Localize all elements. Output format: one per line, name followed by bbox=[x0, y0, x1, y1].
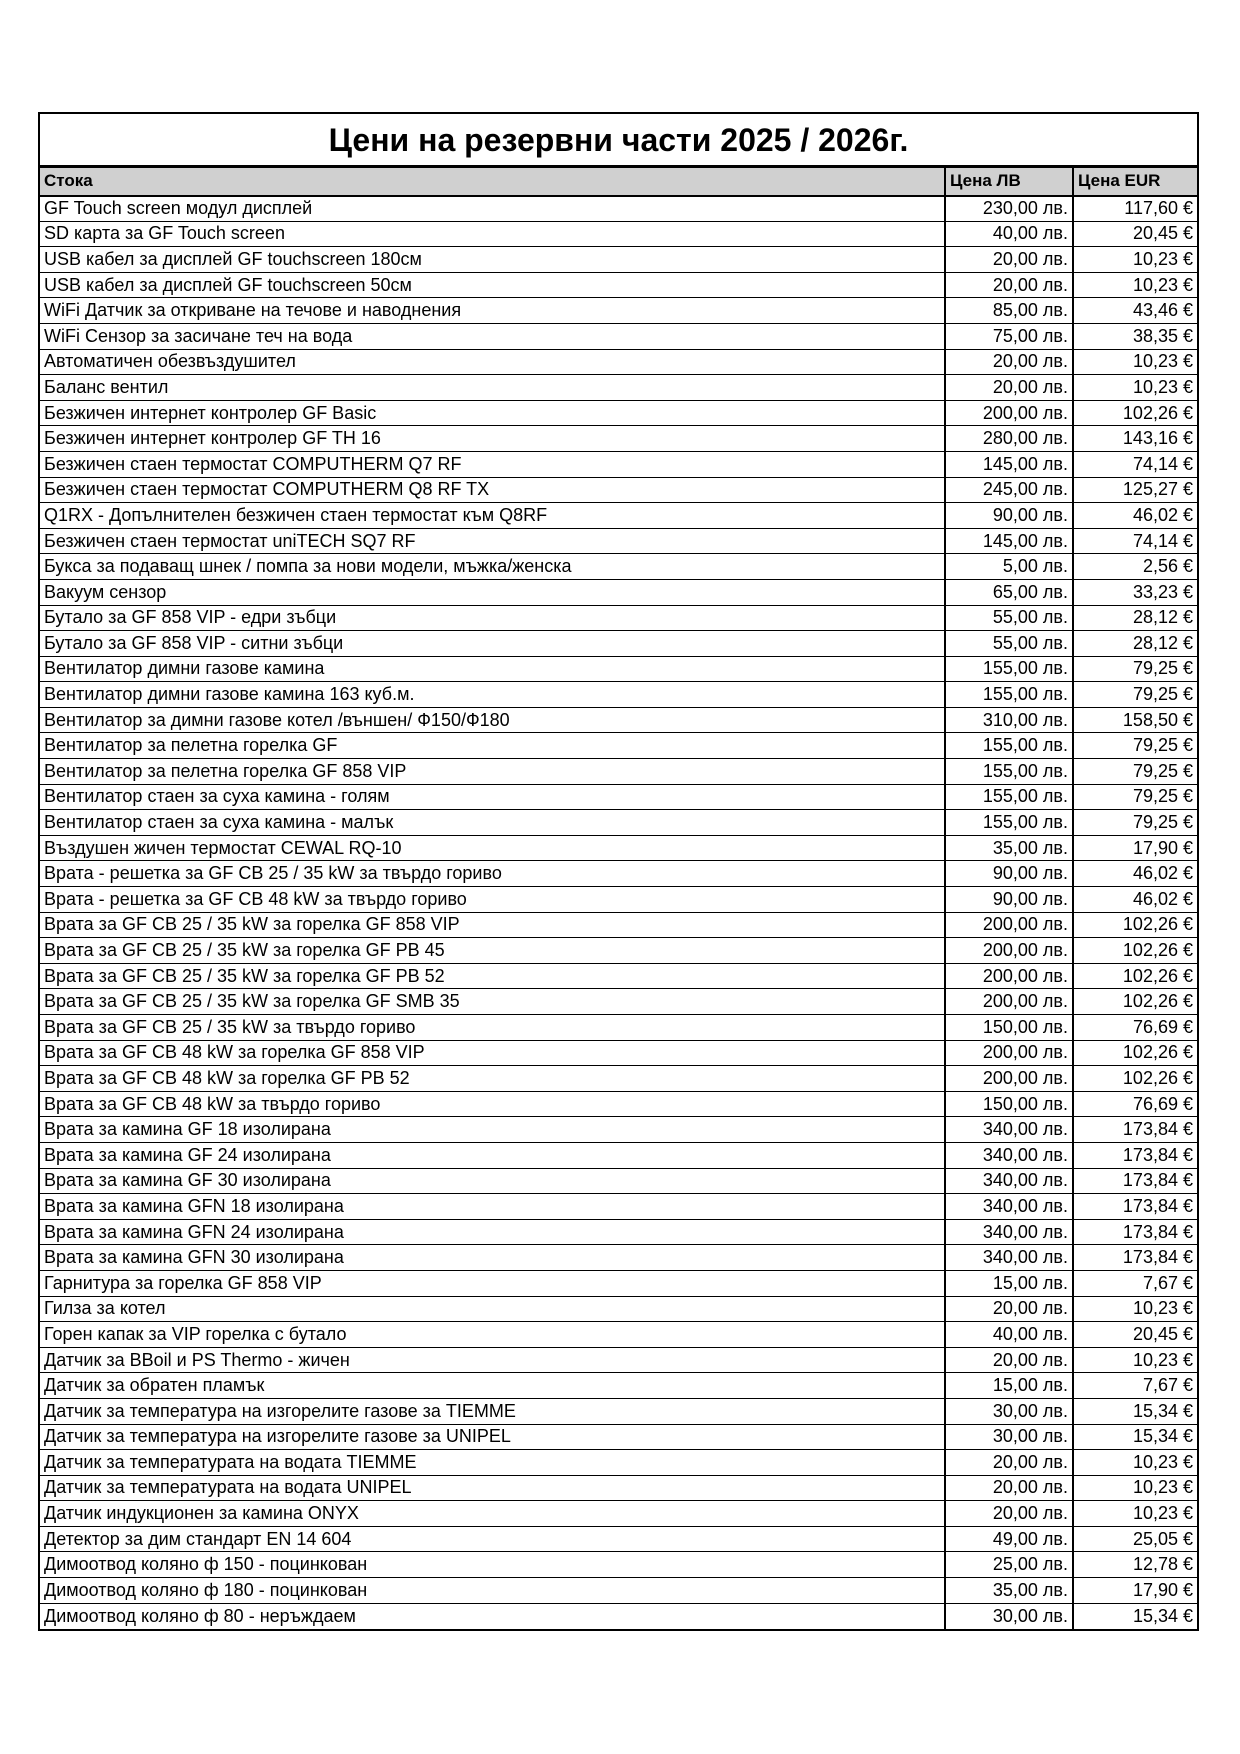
price-bgn-cell: 230,00 лв. bbox=[945, 196, 1073, 222]
table-row bbox=[40, 247, 1197, 273]
table-row bbox=[40, 1347, 1197, 1373]
item-name-cell: Датчик индукционен за камина ONYX bbox=[40, 1501, 945, 1527]
price-bgn-cell: 340,00 лв. bbox=[945, 1219, 1073, 1245]
column-header-price-eur: Цена EUR bbox=[1073, 168, 1197, 196]
price-bgn-cell: 40,00 лв. bbox=[945, 1322, 1073, 1348]
item-name-cell: Q1RX - Допълнителен безжичен стаен термостат към Q8RF bbox=[40, 503, 945, 529]
price-bgn-cell: 49,00 лв. bbox=[945, 1526, 1073, 1552]
price-bgn-cell: 20,00 лв. bbox=[945, 1347, 1073, 1373]
item-name-cell: Врата - решетка за GF CB 48 kW за твърдо гориво bbox=[40, 887, 945, 913]
price-eur-cell: 173,84 € bbox=[1073, 1245, 1197, 1271]
item-name-cell: Безжичен стаен термостат COMPUTHERM Q8 RF TX bbox=[40, 477, 945, 503]
price-bgn-cell: 155,00 лв. bbox=[945, 682, 1073, 708]
price-bgn-cell: 310,00 лв. bbox=[945, 707, 1073, 733]
price-eur-cell: 143,16 € bbox=[1073, 426, 1197, 452]
table-header-row bbox=[40, 168, 1197, 196]
item-name-cell: Врата за камина GFN 18 изолирана bbox=[40, 1194, 945, 1220]
price-bgn-cell: 35,00 лв. bbox=[945, 1578, 1073, 1604]
price-eur-cell: 28,12 € bbox=[1073, 605, 1197, 631]
table-row bbox=[40, 451, 1197, 477]
item-name-cell: Гилза за котел bbox=[40, 1296, 945, 1322]
item-name-cell: WiFi Датчик за откриване на течове и наводнения bbox=[40, 298, 945, 324]
item-name-cell: SD карта за GF Touch screen bbox=[40, 221, 945, 247]
price-eur-cell: 17,90 € bbox=[1073, 835, 1197, 861]
table-row bbox=[40, 1015, 1197, 1041]
table-row bbox=[40, 912, 1197, 938]
table-row bbox=[40, 861, 1197, 887]
price-eur-cell: 79,25 € bbox=[1073, 759, 1197, 785]
table-row bbox=[40, 1373, 1197, 1399]
item-name-cell: Вентилатор стаен за суха камина - голям bbox=[40, 784, 945, 810]
table-row bbox=[40, 1168, 1197, 1194]
price-bgn-cell: 200,00 лв. bbox=[945, 1066, 1073, 1092]
price-eur-cell: 28,12 € bbox=[1073, 631, 1197, 657]
item-name-cell: Датчик за обратен пламък bbox=[40, 1373, 945, 1399]
price-eur-cell: 79,25 € bbox=[1073, 733, 1197, 759]
price-bgn-cell: 150,00 лв. bbox=[945, 1091, 1073, 1117]
price-bgn-cell: 145,00 лв. bbox=[945, 528, 1073, 554]
price-eur-cell: 158,50 € bbox=[1073, 707, 1197, 733]
table-row bbox=[40, 1117, 1197, 1143]
price-bgn-cell: 55,00 лв. bbox=[945, 631, 1073, 657]
table-row bbox=[40, 1424, 1197, 1450]
price-eur-cell: 43,46 € bbox=[1073, 298, 1197, 324]
price-eur-cell: 12,78 € bbox=[1073, 1552, 1197, 1578]
price-bgn-cell: 90,00 лв. bbox=[945, 861, 1073, 887]
item-name-cell: Вентилатор за пелетна горелка GF bbox=[40, 733, 945, 759]
price-bgn-cell: 15,00 лв. bbox=[945, 1373, 1073, 1399]
price-bgn-cell: 5,00 лв. bbox=[945, 554, 1073, 580]
price-eur-cell: 76,69 € bbox=[1073, 1015, 1197, 1041]
item-name-cell: Врата за GF CB 25 / 35 kW за горелка GF PB 52 bbox=[40, 963, 945, 989]
price-bgn-cell: 200,00 лв. bbox=[945, 1040, 1073, 1066]
price-eur-cell: 33,23 € bbox=[1073, 579, 1197, 605]
price-eur-cell: 125,27 € bbox=[1073, 477, 1197, 503]
price-eur-cell: 102,26 € bbox=[1073, 912, 1197, 938]
price-bgn-cell: 90,00 лв. bbox=[945, 887, 1073, 913]
price-eur-cell: 117,60 € bbox=[1073, 196, 1197, 222]
item-name-cell: Димоотвод коляно ф 80 - неръждаем bbox=[40, 1603, 945, 1629]
price-bgn-cell: 40,00 лв. bbox=[945, 221, 1073, 247]
item-name-cell: Безжичен интернет контролер GF TH 16 bbox=[40, 426, 945, 452]
item-name-cell: Вентилатор димни газове камина 163 куб.м. bbox=[40, 682, 945, 708]
price-eur-cell: 25,05 € bbox=[1073, 1526, 1197, 1552]
table-row bbox=[40, 1091, 1197, 1117]
table-row bbox=[40, 1501, 1197, 1527]
table-row bbox=[40, 1245, 1197, 1271]
item-name-cell: Горен капак за VIP горелка с бутало bbox=[40, 1322, 945, 1348]
table-row bbox=[40, 1475, 1197, 1501]
price-sheet bbox=[38, 112, 1199, 1631]
table-row bbox=[40, 375, 1197, 401]
item-name-cell: Димоотвод коляно ф 180 - поцинкован bbox=[40, 1578, 945, 1604]
table-row bbox=[40, 1603, 1197, 1629]
price-eur-cell: 74,14 € bbox=[1073, 528, 1197, 554]
price-eur-cell: 173,84 € bbox=[1073, 1194, 1197, 1220]
item-name-cell: Димоотвод коляно ф 150 - поцинкован bbox=[40, 1552, 945, 1578]
price-eur-cell: 173,84 € bbox=[1073, 1142, 1197, 1168]
table-row bbox=[40, 579, 1197, 605]
price-bgn-cell: 20,00 лв. bbox=[945, 375, 1073, 401]
price-bgn-cell: 20,00 лв. bbox=[945, 349, 1073, 375]
item-name-cell: Врата за GF CB 25 / 35 kW за горелка GF 858 VIP bbox=[40, 912, 945, 938]
price-eur-cell: 2,56 € bbox=[1073, 554, 1197, 580]
table-row bbox=[40, 1322, 1197, 1348]
price-bgn-cell: 25,00 лв. bbox=[945, 1552, 1073, 1578]
table-row bbox=[40, 1194, 1197, 1220]
table-row bbox=[40, 682, 1197, 708]
price-eur-cell: 38,35 € bbox=[1073, 323, 1197, 349]
price-bgn-cell: 340,00 лв. bbox=[945, 1194, 1073, 1220]
item-name-cell: Баланс вентил bbox=[40, 375, 945, 401]
price-bgn-cell: 55,00 лв. bbox=[945, 605, 1073, 631]
item-name-cell: Безжичен интернет контролер GF Basic bbox=[40, 400, 945, 426]
price-table bbox=[40, 167, 1197, 1629]
price-bgn-cell: 200,00 лв. bbox=[945, 400, 1073, 426]
price-eur-cell: 79,25 € bbox=[1073, 784, 1197, 810]
price-bgn-cell: 155,00 лв. bbox=[945, 759, 1073, 785]
item-name-cell: Врата за камина GF 30 изолирана bbox=[40, 1168, 945, 1194]
price-bgn-cell: 340,00 лв. bbox=[945, 1142, 1073, 1168]
table-row bbox=[40, 605, 1197, 631]
item-name-cell: Датчик за температурата на водата UNIPEL bbox=[40, 1475, 945, 1501]
price-bgn-cell: 75,00 лв. bbox=[945, 323, 1073, 349]
table-row bbox=[40, 887, 1197, 913]
price-bgn-cell: 20,00 лв. bbox=[945, 1450, 1073, 1476]
price-eur-cell: 102,26 € bbox=[1073, 938, 1197, 964]
table-row bbox=[40, 528, 1197, 554]
price-bgn-cell: 340,00 лв. bbox=[945, 1168, 1073, 1194]
price-bgn-cell: 200,00 лв. bbox=[945, 989, 1073, 1015]
price-eur-cell: 46,02 € bbox=[1073, 861, 1197, 887]
price-bgn-cell: 30,00 лв. bbox=[945, 1424, 1073, 1450]
table-row bbox=[40, 1526, 1197, 1552]
price-bgn-cell: 65,00 лв. bbox=[945, 579, 1073, 605]
table-row bbox=[40, 1296, 1197, 1322]
price-bgn-cell: 200,00 лв. bbox=[945, 963, 1073, 989]
item-name-cell: Вакуум сензор bbox=[40, 579, 945, 605]
item-name-cell: Врата за камина GF 24 изолирана bbox=[40, 1142, 945, 1168]
item-name-cell: Врата - решетка за GF CB 25 / 35 kW за твърдо гориво bbox=[40, 861, 945, 887]
table-row bbox=[40, 400, 1197, 426]
item-name-cell: Врата за камина GFN 24 изолирана bbox=[40, 1219, 945, 1245]
price-eur-cell: 46,02 € bbox=[1073, 887, 1197, 913]
item-name-cell: Врата за GF CB 48 kW за твърдо гориво bbox=[40, 1091, 945, 1117]
price-eur-cell: 102,26 € bbox=[1073, 963, 1197, 989]
item-name-cell: Букса за подаващ шнек / помпа за нови модели, мъжка/женска bbox=[40, 554, 945, 580]
price-bgn-cell: 30,00 лв. bbox=[945, 1603, 1073, 1629]
item-name-cell: USB кабел за дисплей GF touchscreen 50см bbox=[40, 272, 945, 298]
column-header-price-bgn: Цена ЛВ bbox=[945, 168, 1073, 196]
price-eur-cell: 10,23 € bbox=[1073, 1450, 1197, 1476]
item-name-cell: Вентилатор за пелетна горелка GF 858 VIP bbox=[40, 759, 945, 785]
price-eur-cell: 17,90 € bbox=[1073, 1578, 1197, 1604]
table-row bbox=[40, 989, 1197, 1015]
price-eur-cell: 102,26 € bbox=[1073, 989, 1197, 1015]
price-bgn-cell: 280,00 лв. bbox=[945, 426, 1073, 452]
price-bgn-cell: 245,00 лв. bbox=[945, 477, 1073, 503]
table-row bbox=[40, 963, 1197, 989]
table-row bbox=[40, 1270, 1197, 1296]
table-row bbox=[40, 631, 1197, 657]
price-eur-cell: 7,67 € bbox=[1073, 1270, 1197, 1296]
price-eur-cell: 15,34 € bbox=[1073, 1424, 1197, 1450]
table-row bbox=[40, 784, 1197, 810]
price-eur-cell: 10,23 € bbox=[1073, 1296, 1197, 1322]
price-bgn-cell: 20,00 лв. bbox=[945, 1475, 1073, 1501]
price-bgn-cell: 30,00 лв. bbox=[945, 1398, 1073, 1424]
table-row bbox=[40, 554, 1197, 580]
item-name-cell: USB кабел за дисплей GF touchscreen 180см bbox=[40, 247, 945, 273]
price-bgn-cell: 340,00 лв. bbox=[945, 1245, 1073, 1271]
price-eur-cell: 10,23 € bbox=[1073, 247, 1197, 273]
table-row bbox=[40, 707, 1197, 733]
price-bgn-cell: 155,00 лв. bbox=[945, 733, 1073, 759]
price-eur-cell: 10,23 € bbox=[1073, 1475, 1197, 1501]
price-bgn-cell: 20,00 лв. bbox=[945, 247, 1073, 273]
table-row bbox=[40, 298, 1197, 324]
price-bgn-cell: 20,00 лв. bbox=[945, 1501, 1073, 1527]
table-row bbox=[40, 938, 1197, 964]
price-bgn-cell: 155,00 лв. bbox=[945, 810, 1073, 836]
price-bgn-cell: 20,00 лв. bbox=[945, 272, 1073, 298]
item-name-cell: Врата за GF CB 25 / 35 kW за твърдо гориво bbox=[40, 1015, 945, 1041]
price-eur-cell: 46,02 € bbox=[1073, 503, 1197, 529]
price-eur-cell: 76,69 € bbox=[1073, 1091, 1197, 1117]
price-eur-cell: 79,25 € bbox=[1073, 810, 1197, 836]
item-name-cell: Безжичен стаен термостат COMPUTHERM Q7 RF bbox=[40, 451, 945, 477]
table-row bbox=[40, 1219, 1197, 1245]
price-bgn-cell: 340,00 лв. bbox=[945, 1117, 1073, 1143]
price-bgn-cell: 85,00 лв. bbox=[945, 298, 1073, 324]
table-row bbox=[40, 272, 1197, 298]
item-name-cell: WiFi Сензор за засичане теч на вода bbox=[40, 323, 945, 349]
price-eur-cell: 20,45 € bbox=[1073, 221, 1197, 247]
price-bgn-cell: 200,00 лв. bbox=[945, 938, 1073, 964]
item-name-cell: Датчик за BBoil и PS Thermo - жичен bbox=[40, 1347, 945, 1373]
table-row bbox=[40, 810, 1197, 836]
price-bgn-cell: 90,00 лв. bbox=[945, 503, 1073, 529]
table-row bbox=[40, 1398, 1197, 1424]
item-name-cell: Бутало за GF 858 VIP - едри зъбци bbox=[40, 605, 945, 631]
table-row bbox=[40, 221, 1197, 247]
price-bgn-cell: 15,00 лв. bbox=[945, 1270, 1073, 1296]
page-title: Цени на резервни части 2025 / 2026г. bbox=[40, 114, 1197, 167]
item-name-cell: Вентилатор стаен за суха камина - малък bbox=[40, 810, 945, 836]
table-row bbox=[40, 323, 1197, 349]
item-name-cell: Врата за камина GFN 30 изолирана bbox=[40, 1245, 945, 1271]
price-eur-cell: 10,23 € bbox=[1073, 375, 1197, 401]
item-name-cell: Вентилатор димни газове камина bbox=[40, 656, 945, 682]
table-row bbox=[40, 1142, 1197, 1168]
price-bgn-cell: 150,00 лв. bbox=[945, 1015, 1073, 1041]
table-row bbox=[40, 759, 1197, 785]
price-eur-cell: 79,25 € bbox=[1073, 682, 1197, 708]
price-eur-cell: 10,23 € bbox=[1073, 1501, 1197, 1527]
price-eur-cell: 173,84 € bbox=[1073, 1219, 1197, 1245]
price-bgn-cell: 145,00 лв. bbox=[945, 451, 1073, 477]
price-eur-cell: 173,84 € bbox=[1073, 1117, 1197, 1143]
table-row bbox=[40, 1066, 1197, 1092]
item-name-cell: Датчик за температура на изгорелите газове за UNIPEL bbox=[40, 1424, 945, 1450]
item-name-cell: Автоматичен обезвъздушител bbox=[40, 349, 945, 375]
table-row bbox=[40, 1450, 1197, 1476]
item-name-cell: Вентилатор за димни газове котел /външен/ Ф150/Ф180 bbox=[40, 707, 945, 733]
table-row bbox=[40, 835, 1197, 861]
price-bgn-cell: 155,00 лв. bbox=[945, 656, 1073, 682]
item-name-cell: Бутало за GF 858 VIP - ситни зъбци bbox=[40, 631, 945, 657]
table-row bbox=[40, 1040, 1197, 1066]
price-eur-cell: 173,84 € bbox=[1073, 1168, 1197, 1194]
price-eur-cell: 79,25 € bbox=[1073, 656, 1197, 682]
item-name-cell: Врата за GF CB 25 / 35 kW за горелка GF PB 45 bbox=[40, 938, 945, 964]
table-row bbox=[40, 733, 1197, 759]
table-row bbox=[40, 349, 1197, 375]
table-row bbox=[40, 477, 1197, 503]
table-row bbox=[40, 503, 1197, 529]
price-eur-cell: 102,26 € bbox=[1073, 1040, 1197, 1066]
price-eur-cell: 10,23 € bbox=[1073, 349, 1197, 375]
item-name-cell: Врата за GF CB 25 / 35 kW за горелка GF SMB 35 bbox=[40, 989, 945, 1015]
price-eur-cell: 10,23 € bbox=[1073, 272, 1197, 298]
item-name-cell: Безжичен стаен термостат uniTECH SQ7 RF bbox=[40, 528, 945, 554]
column-header-item: Стока bbox=[40, 168, 945, 196]
item-name-cell: Врата за GF CB 48 kW за горелка GF 858 VIP bbox=[40, 1040, 945, 1066]
price-bgn-cell: 155,00 лв. bbox=[945, 784, 1073, 810]
price-bgn-cell: 20,00 лв. bbox=[945, 1296, 1073, 1322]
item-name-cell: Гарнитура за горелка GF 858 VIP bbox=[40, 1270, 945, 1296]
price-eur-cell: 7,67 € bbox=[1073, 1373, 1197, 1399]
table-row bbox=[40, 426, 1197, 452]
table-row bbox=[40, 656, 1197, 682]
table-row bbox=[40, 1578, 1197, 1604]
item-name-cell: Датчик за температура на изгорелите газове за TIEMME bbox=[40, 1398, 945, 1424]
price-eur-cell: 20,45 € bbox=[1073, 1322, 1197, 1348]
item-name-cell: Врата за GF CB 48 kW за горелка GF PB 52 bbox=[40, 1066, 945, 1092]
item-name-cell: Датчик за температурата на водата TIEMME bbox=[40, 1450, 945, 1476]
price-eur-cell: 74,14 € bbox=[1073, 451, 1197, 477]
table-row bbox=[40, 196, 1197, 222]
item-name-cell: Врата за камина GF 18 изолирана bbox=[40, 1117, 945, 1143]
item-name-cell: Детектор за дим стандарт EN 14 604 bbox=[40, 1526, 945, 1552]
price-bgn-cell: 35,00 лв. bbox=[945, 835, 1073, 861]
price-eur-cell: 10,23 € bbox=[1073, 1347, 1197, 1373]
price-eur-cell: 102,26 € bbox=[1073, 1066, 1197, 1092]
item-name-cell: GF Touch screen модул дисплей bbox=[40, 196, 945, 222]
price-eur-cell: 15,34 € bbox=[1073, 1398, 1197, 1424]
item-name-cell: Въздушен жичен термостат CEWAL RQ-10 bbox=[40, 835, 945, 861]
table-body bbox=[40, 196, 1197, 1629]
price-bgn-cell: 200,00 лв. bbox=[945, 912, 1073, 938]
price-eur-cell: 102,26 € bbox=[1073, 400, 1197, 426]
table-row bbox=[40, 1552, 1197, 1578]
price-eur-cell: 15,34 € bbox=[1073, 1603, 1197, 1629]
